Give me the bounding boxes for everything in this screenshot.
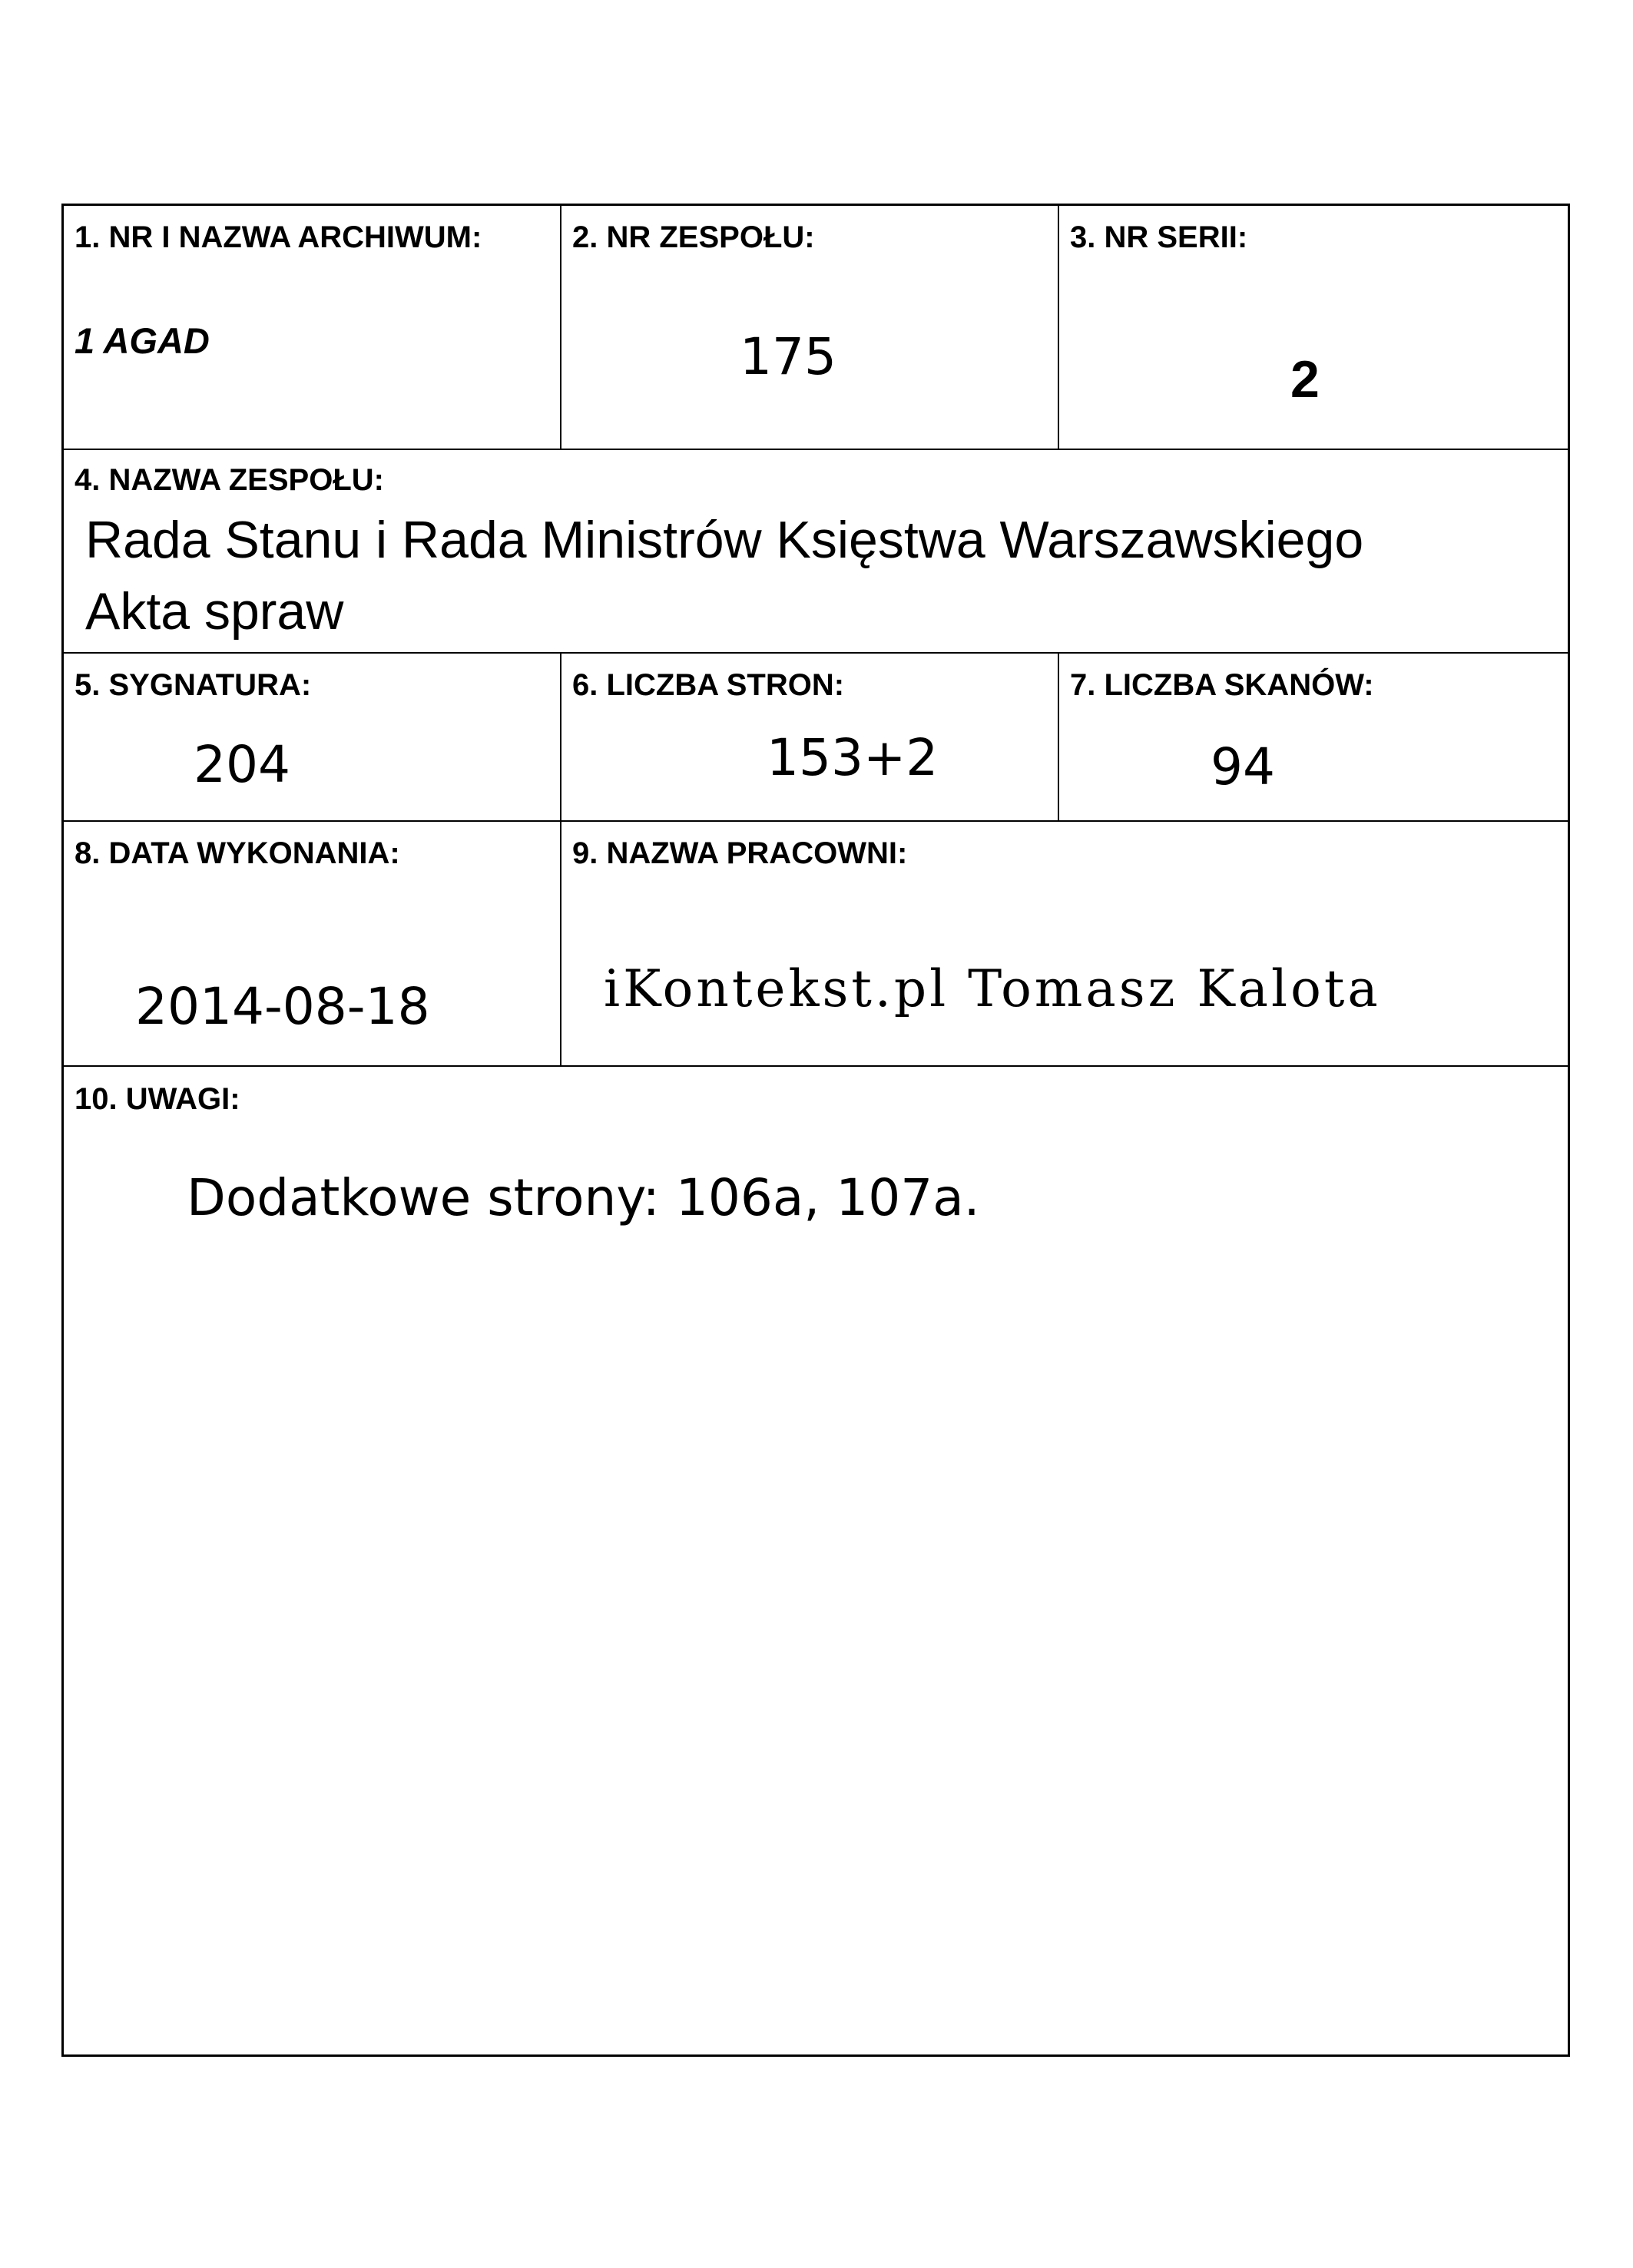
column-divider <box>560 820 561 1065</box>
date-label: 8. DATA WYKONANIA: <box>75 836 400 870</box>
row-divider <box>64 820 1568 822</box>
column-divider <box>1058 652 1059 820</box>
notes-label: 10. UWAGI: <box>75 1082 240 1116</box>
row-divider <box>64 1065 1568 1067</box>
series-number-value: 2 <box>1290 350 1320 409</box>
metric-card-table <box>61 204 1570 2057</box>
scan-count-label: 7. LICZBA SKANÓW: <box>1070 668 1374 702</box>
signature-value: 204 <box>194 735 290 794</box>
archive-value: 1 AGAD <box>75 320 210 361</box>
archive-label: 1. NR I NAZWA ARCHIWUM: <box>75 220 482 254</box>
page-count-label: 6. LICZBA STRON: <box>572 668 845 702</box>
column-divider <box>560 652 561 820</box>
page-count-value: 153+2 <box>767 728 939 787</box>
date-value: 2014-08-18 <box>135 977 430 1036</box>
column-divider <box>1058 206 1059 449</box>
fond-number-label: 2. NR ZESPOŁU: <box>572 220 815 254</box>
fond-number-value: 175 <box>740 327 836 386</box>
fond-name-line-1: Rada Stanu i Rada Ministrów Księstwa Warszawskiego <box>85 511 1364 569</box>
row-divider <box>64 652 1568 654</box>
column-divider <box>560 206 561 449</box>
fond-name-line-2: Akta spraw <box>85 582 344 641</box>
series-number-label: 3. NR SERII: <box>1070 220 1248 254</box>
row-divider <box>64 449 1568 450</box>
notes-value: Dodatkowe strony: 106a, 107a. <box>187 1168 980 1227</box>
fond-name-label: 4. NAZWA ZESPOŁU: <box>75 463 384 497</box>
studio-value: iKontekst.pl Tomasz Kalota <box>604 959 1381 1018</box>
studio-label: 9. NAZWA PRACOWNI: <box>572 836 908 870</box>
scan-count-value: 94 <box>1211 737 1275 796</box>
signature-label: 5. SYGNATURA: <box>75 668 312 702</box>
